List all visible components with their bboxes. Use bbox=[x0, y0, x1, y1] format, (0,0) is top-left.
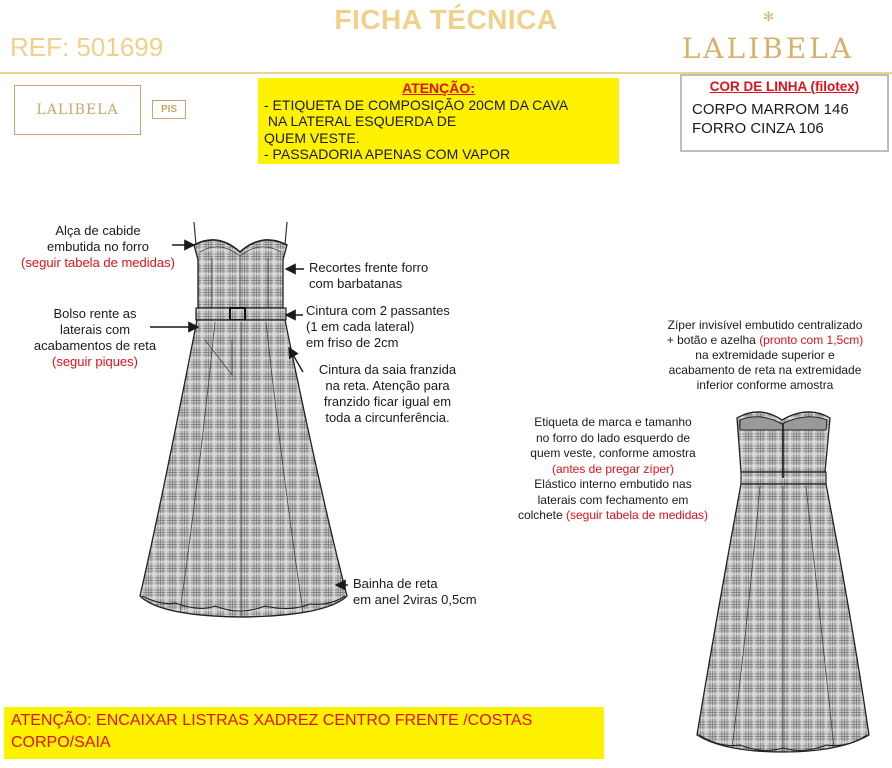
note-red: (pronto com 1,5cm) bbox=[759, 333, 864, 347]
note-hem bbox=[353, 576, 513, 608]
note-red: (seguir tabela de medidas) bbox=[21, 255, 175, 270]
attention-heading: ATENÇÃO: bbox=[402, 80, 475, 96]
note-back-label bbox=[500, 415, 726, 524]
note-line: quem veste, conforme amostra bbox=[530, 446, 696, 460]
front-belt bbox=[196, 308, 286, 320]
attention-line: - PASSADORIA APENAS COM VAPOR bbox=[264, 146, 511, 162]
thread-color-line: CORPO MARROM 146 bbox=[692, 101, 849, 118]
note-line: Etiqueta de marca e tamanho bbox=[534, 415, 692, 429]
note-line: em anel 2viras 0,5cm bbox=[353, 592, 477, 607]
page-title: FICHA TÉCNICA bbox=[334, 4, 558, 35]
note-red: (seguir piques) bbox=[52, 354, 138, 369]
note-red: (seguir tabela de medidas) bbox=[565, 508, 709, 522]
note-line: Cintura da saia franzida bbox=[318, 362, 457, 377]
note-line: embutida no forro bbox=[47, 239, 149, 254]
reference-code: REF: 501699 bbox=[10, 32, 164, 62]
note-line: Zíper invisível embutido centralizado bbox=[667, 318, 863, 332]
note-skirt bbox=[300, 362, 475, 426]
note-line: no forro do lado esquerdo de bbox=[535, 430, 691, 445]
note-line: franzido ficar igual em bbox=[323, 394, 452, 409]
note-line: Bainha de reta bbox=[353, 576, 438, 591]
bottom-warning-line: ATENÇÃO: ENCAIXAR LISTRAS XADREZ CENTRO FRENTE /COSTAS bbox=[11, 712, 533, 729]
attention-line: NA LATERAL ESQUERDA DE bbox=[264, 113, 457, 129]
note-line: toda a circunferência. bbox=[325, 410, 450, 425]
front-left-strap bbox=[194, 222, 196, 245]
bee-logo-icon: ✻ bbox=[763, 9, 774, 24]
front-bodice bbox=[194, 240, 287, 308]
note-line: + botão e azelha bbox=[666, 333, 760, 347]
note-waist bbox=[306, 303, 476, 351]
note-pocket bbox=[20, 306, 170, 370]
thread-color-line: FORRO CINZA 106 bbox=[692, 120, 824, 137]
thread-color-heading: COR DE LINHA (filotex) bbox=[709, 79, 860, 94]
note-line: Alça de cabide bbox=[55, 223, 141, 238]
pis-tag: PIS bbox=[152, 100, 186, 119]
note-line: acabamento de reta na extremidade bbox=[668, 363, 862, 377]
note-line: Bolso rente as bbox=[53, 306, 137, 321]
note-red: (antes de pregar zíper) bbox=[551, 461, 675, 476]
attention-line: QUEM VESTE. bbox=[264, 129, 360, 146]
bottom-warning bbox=[4, 707, 604, 759]
note-line: (1 em cada lateral) bbox=[306, 319, 415, 334]
label-brand: LALIBELA bbox=[36, 102, 119, 118]
note-line: na extremidade superior e bbox=[695, 348, 835, 362]
note-line: Cintura com 2 passantes bbox=[306, 303, 450, 318]
note-line: inferior conforme amostra bbox=[696, 378, 834, 392]
bottom-warning-line: CORPO/SAIA bbox=[11, 734, 111, 751]
attention-line: - ETIQUETA DE COMPOSIÇÃO 20CM DA CAVA bbox=[264, 96, 569, 113]
note-line: com barbatanas bbox=[309, 276, 403, 291]
note-line: colchete bbox=[517, 508, 566, 522]
front-right-strap bbox=[285, 222, 287, 245]
note-line: em friso de 2cm bbox=[306, 335, 399, 350]
brand-logo: LALIBELA bbox=[681, 32, 854, 65]
note-line: laterais com fechamento em bbox=[537, 492, 689, 507]
note-line: laterais com bbox=[59, 322, 131, 337]
note-strap bbox=[8, 223, 188, 271]
note-zipper bbox=[645, 318, 885, 393]
note-line: acabamentos de reta bbox=[33, 338, 157, 353]
note-line: Elástico interno embutido nas bbox=[534, 477, 692, 491]
note-line: na reta. Atenção para bbox=[325, 378, 450, 393]
note-line: Recortes frente forro bbox=[309, 260, 429, 275]
note-cutouts bbox=[309, 260, 469, 292]
